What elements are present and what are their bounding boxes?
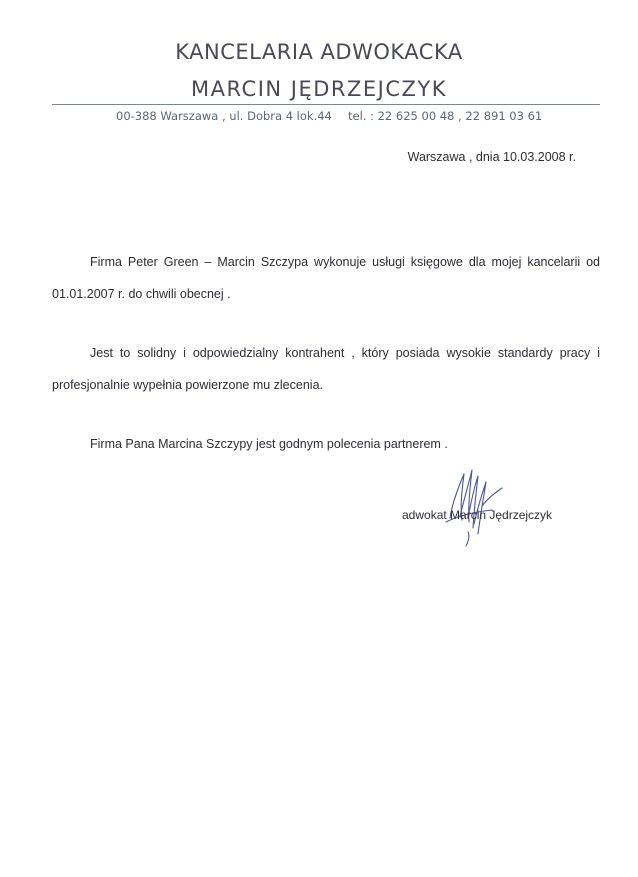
body-paragraph-3: Firma Pana Marcina Szczypy jest godnym polecenia partnerem . (90, 436, 448, 451)
office-phone: tel. : 22 625 00 48 , 22 891 03 61 (348, 109, 543, 123)
lawyer-name-title: MARCIN JĘDRZEJCZYK (191, 77, 447, 101)
firm-title: KANCELARIA ADWOKACKA (175, 40, 463, 64)
signatory-name: adwokat Marcin Jędrzejczyk (402, 508, 553, 522)
letter-date: Warszawa , dnia 10.03.2008 r. (407, 150, 576, 164)
office-address: 00-388 Warszawa , ul. Dobra 4 lok.44 (116, 109, 332, 123)
header-divider (52, 104, 600, 105)
handwritten-signature (438, 466, 508, 548)
body-paragraph-2: Jest to solidny i odpowiedzialny kontrahent , który posiada wysokie standardy pracy i profesjonalnie wypełnia powierzone mu zlecenia. (52, 345, 600, 392)
body-paragraph-1: Firma Peter Green – Marcin Szczypa wykonuje usługi księgowe dla mojej kancelarii od 01.01.2007 r. do chwili obecnej . (52, 254, 600, 301)
